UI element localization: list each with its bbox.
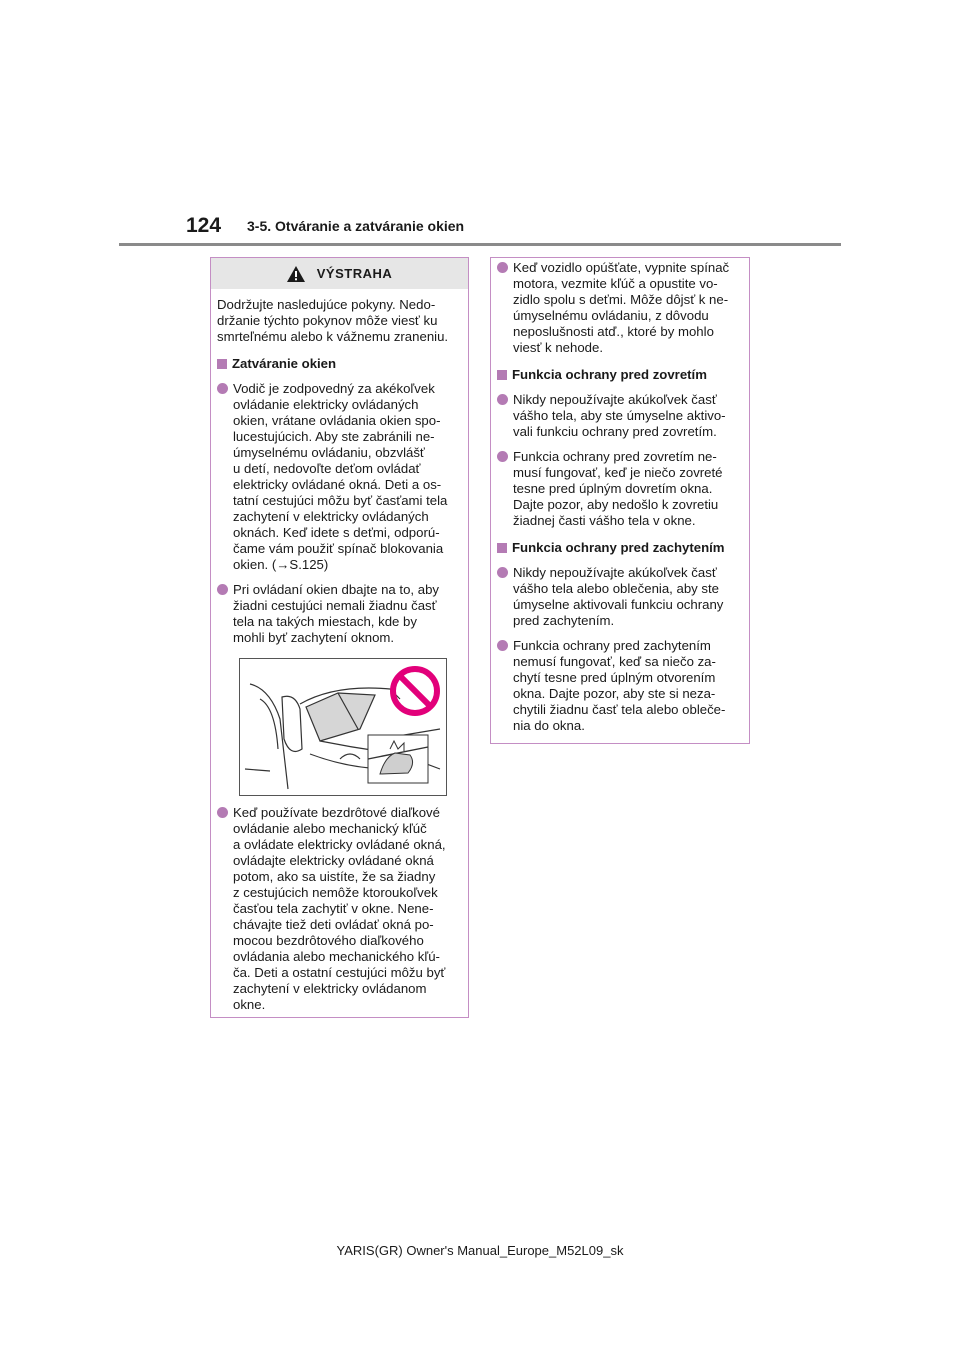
warning-box-right xyxy=(490,257,750,744)
list-item xyxy=(217,582,462,646)
square-bullet-icon xyxy=(497,370,507,380)
circle-bullet-icon xyxy=(497,394,508,405)
warning-header xyxy=(211,258,468,289)
list-item-text: Vodič je zodpovedný za akékoľvek ovládanie elektricky ovládaných okien, vrátane ovládania okien spo- lucestujúcich. Aby ste zabránili ne- úmyselnému ovládaniu, obzvlášť u detí, nedovoľte deťom ovládať elektricky ovládané okná. Deti a os- tatní cestujúci môžu byť časťami tela zachytení v elektricky ovládaných oknách. Keď idete s deťmi, odporú- čame vám použiť spínač blokovania okien. (→S.125) xyxy=(233,381,448,572)
list-item-text: Pri ovládaní okien dbajte na to, aby žiadni cestujúci nemali žiadnu časť tela na takých miestach, kde by mohli byť zachytení oknom. xyxy=(233,582,440,645)
circle-bullet-icon xyxy=(497,567,508,578)
warning-box-left xyxy=(210,257,469,1018)
circle-bullet-icon xyxy=(217,383,228,394)
list-item xyxy=(497,449,743,529)
circle-bullet-icon xyxy=(217,584,228,595)
list-item-text: Keď používate bezdrôtové diaľkové ovládanie alebo mechanický kľúč a ovládate elektricky ovládané okná, ovládajte elektricky ovládané okná potom, ako sa uistíte, že sa žiadny z cestujúcich nemôže ktoroukoľvek časťou tela zachytiť v okne. Nene- chávajte tiež deti ovládať okná po- mocou bezdrôtového diaľkového ovládania alebo mechanického kľú- ča. Deti a ostatní cestujúci môžu byť zachytení v elektricky ovládanom okne. xyxy=(233,805,446,1012)
window-pinch-illustration xyxy=(239,658,447,796)
circle-bullet-icon xyxy=(217,807,228,818)
heading-text: Funkcia ochrany pred zovretím xyxy=(512,367,707,382)
square-bullet-icon xyxy=(497,543,507,553)
list-item xyxy=(497,565,743,629)
car-window-drawing xyxy=(240,659,446,795)
warning-title: VÝSTRAHA xyxy=(316,266,393,281)
hand-pinch-icon xyxy=(368,735,428,783)
page-footer: YARIS(GR) Owner's Manual_Europe_M52L09_sk xyxy=(336,1243,624,1258)
list-item-text: Nikdy nepoužívajte akúkoľvek časť vášho tela, aby ste úmyselne aktivo- vali funkciu ochrany pred zovretím. xyxy=(513,392,726,439)
heading-ochrana-zachytenie xyxy=(497,540,743,556)
list-item xyxy=(497,392,743,440)
page-number: 124 xyxy=(186,214,222,237)
header-rule xyxy=(119,243,841,246)
list-item xyxy=(497,260,743,356)
section-title: 3-5. Otváranie a zatváranie okien xyxy=(247,218,465,234)
heading-zatvaranie-okien xyxy=(217,356,462,372)
list-item-text: Nikdy nepoužívajte akúkoľvek časť vášho tela alebo oblečenia, aby ste úmyselne aktivovali funkciu ochrany pred zachytením. xyxy=(513,565,724,628)
circle-bullet-icon xyxy=(497,640,508,651)
warning-triangle-icon xyxy=(287,266,305,282)
list-item-text: Funkcia ochrany pred zovretím ne- musí fungovať, keď je niečo zovreté tesne pred úplným dovretím okna. Dajte pozor, aby nedošlo k zovretiu žiadnej časti vášho tela v okne. xyxy=(513,449,723,528)
heading-ochrana-zovretie xyxy=(497,367,743,383)
warning-intro: Dodržujte nasledujúce pokyny. Nedo- držanie týchto pokynov môže viesť ku smrteľnému alebo k vážnemu zraneniu. xyxy=(217,297,449,344)
list-item-text: Keď vozidlo opúšťate, vypnite spínač motora, vezmite kľúč a opustite vo- zidlo spolu s deťmi. Môže dôjsť k ne- úmyselnému ovládaniu, z dôvodu neposlušnosti atď., ktoré by mohlo viesť k nehode. xyxy=(513,260,730,355)
circle-bullet-icon xyxy=(497,262,508,273)
list-item xyxy=(497,638,743,734)
prohibition-icon xyxy=(393,669,437,713)
list-item-text: Funkcia ochrany pred zachytením nemusí fungovať, keď sa niečo za- chytí tesne pred úplným otvorením okna. Dajte pozor, aby ste si neza- chytili žiadnu časť tela alebo obleče- nia do okna. xyxy=(513,638,726,733)
heading-text: Zatváranie okien xyxy=(232,356,337,371)
list-item xyxy=(217,805,462,1013)
square-bullet-icon xyxy=(217,359,227,369)
list-item xyxy=(217,381,462,573)
heading-text: Funkcia ochrany pred zachytením xyxy=(512,540,725,555)
circle-bullet-icon xyxy=(497,451,508,462)
